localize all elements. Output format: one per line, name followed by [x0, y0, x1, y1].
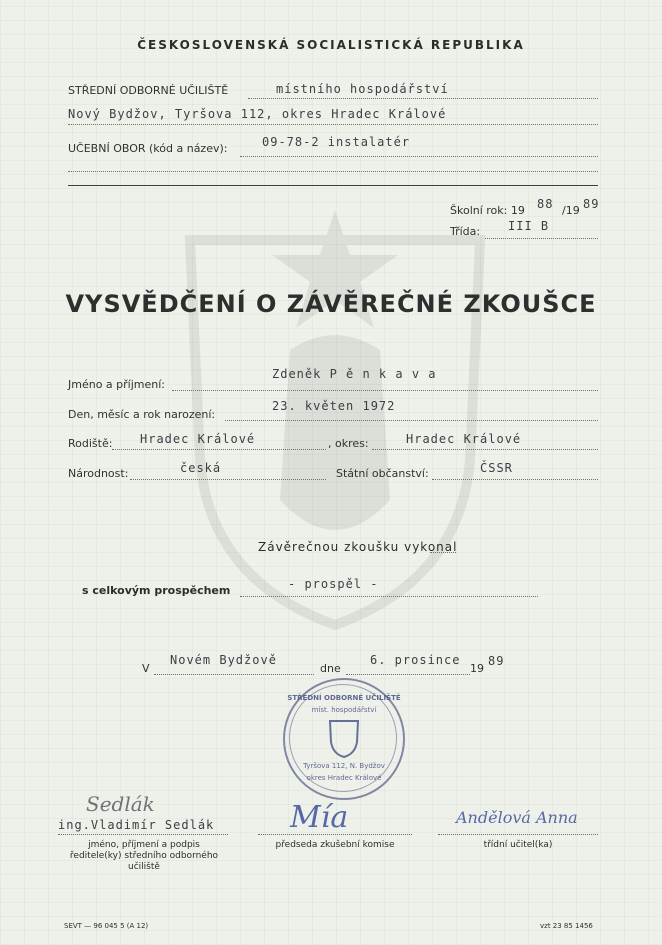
district-dotline: [372, 449, 598, 450]
director-name: ing.Vladimír Sedlák: [58, 818, 215, 832]
birth-label: Den, měsíc a rok narození:: [68, 408, 216, 421]
date-value: 6. prosince: [370, 653, 461, 667]
footer-left-code: SEVT — 96 045 5 (A 12): [64, 922, 149, 930]
school-year-label: Školní rok: 19: [450, 204, 525, 217]
field-label: UČEBNÍ OBOR (kód a název):: [68, 142, 228, 155]
director-signature: Sedlák: [86, 792, 155, 816]
director-caption-2: ředitele(ky) středního odborného: [69, 851, 219, 861]
school-dotline: [248, 98, 598, 99]
school-year-end: 89: [583, 197, 600, 211]
citizenship-label: Státní občanství:: [336, 467, 429, 480]
blank-dotline: [68, 171, 598, 172]
birthplace-label: Rodiště:: [68, 437, 113, 450]
name-label: Jméno a příjmení:: [68, 378, 165, 391]
stamp-line-1: STŘEDNÍ ODBORNÉ UČILIŠTĚ: [287, 694, 401, 702]
birthplace-dotline: [112, 449, 326, 450]
citizenship-value: ČSSR: [480, 461, 513, 475]
class-value: III B: [508, 219, 550, 233]
republic-heading: ČESKOSLOVENSKÁ SOCIALISTICKÁ REPUBLIKA: [137, 38, 525, 52]
district-value: Hradec Králové: [406, 432, 522, 446]
name-value: Zdeněk P ě n k a v a: [272, 367, 437, 381]
stamp-line-3: Tyršova 112, N. Bydžov: [303, 762, 385, 770]
stamp-line-4: okres Hradec Králové: [306, 774, 382, 782]
exam-passed-text: Závěrečnou zkoušku vykonal: [258, 540, 458, 554]
teacher-dotline: [438, 834, 598, 835]
chair-signature: Mía: [290, 800, 349, 835]
class-label: Třída:: [450, 225, 481, 238]
result-value: - prospěl -: [288, 577, 379, 591]
birthplace-value: Hradec Králové: [140, 432, 256, 446]
nationality-value: česká: [180, 461, 222, 475]
stamp-line-2: míst. hospodářství: [311, 706, 377, 714]
school-value: místního hospodářství: [276, 82, 449, 96]
result-label: s celkovým prospěchem: [82, 584, 231, 597]
school-year-sep: /19: [562, 204, 580, 217]
date-year-prefix: 19: [470, 662, 484, 675]
school-year-start: 88: [537, 197, 554, 211]
teacher-caption: třídní učitel(ka): [483, 840, 553, 850]
exam-passed-dotline: [430, 552, 456, 553]
place-value: Novém Bydžově: [170, 653, 277, 667]
date-dne-label: dne: [320, 662, 341, 675]
teacher-signature: Andělová Anna: [456, 808, 578, 827]
director-caption-3: učiliště: [128, 862, 160, 872]
place-v-label: V: [142, 662, 150, 675]
header-rule: [68, 185, 598, 186]
footer-right-code: vzt 23 85 1456: [540, 922, 593, 930]
official-stamp: [283, 678, 405, 800]
place-dotline: [154, 674, 314, 675]
committee-caption: předseda zkušební komise: [275, 840, 395, 850]
date-year-value: 89: [488, 654, 505, 668]
address-value: Nový Bydžov, Tyršova 112, okres Hradec Králové: [68, 107, 447, 121]
class-dotline: [485, 238, 598, 239]
field-value: 09-78-2 instalatér: [262, 135, 411, 149]
address-dotline: [68, 124, 598, 125]
result-dotline: [240, 596, 538, 597]
committee-dotline: [258, 834, 412, 835]
birth-dotline: [225, 420, 598, 421]
district-label: , okres:: [328, 437, 369, 450]
citizenship-dotline: [432, 479, 598, 480]
director-caption-1: jméno, příjmení a podpis: [88, 840, 200, 850]
nationality-dotline: [130, 479, 326, 480]
document-title: VYSVĚDČENÍ O ZÁVĚREČNÉ ZKOUŠCE: [65, 290, 597, 318]
stamp-emblem-icon: [327, 718, 361, 758]
school-label: STŘEDNÍ ODBORNÉ UČILIŠTĚ: [68, 84, 229, 97]
field-dotline: [240, 156, 598, 157]
name-dotline: [172, 390, 598, 391]
nationality-label: Národnost:: [68, 467, 129, 480]
state-emblem-watermark: [170, 200, 500, 630]
birth-value: 23. květen 1972: [272, 399, 396, 413]
date-dotline: [346, 674, 470, 675]
director-dotline: [58, 834, 228, 835]
